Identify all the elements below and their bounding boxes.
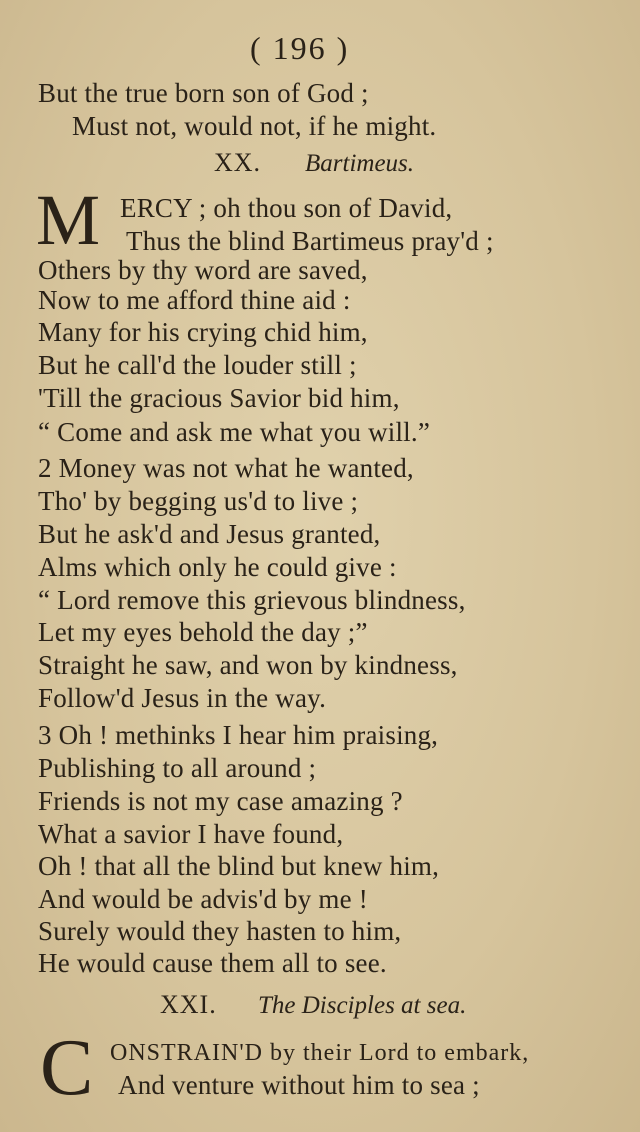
verse-line: Alms which only he could give : xyxy=(38,552,397,582)
drop-cap: C xyxy=(40,1024,94,1112)
verse-line: Surely would they hasten to him, xyxy=(38,916,402,946)
verse-line: 2 Money was not what he wanted, xyxy=(38,453,414,483)
verse-line: Tho' by begging us'd to live ; xyxy=(38,486,359,516)
verse-line: Oh ! that all the blind but knew him, xyxy=(38,851,440,881)
verse-line: Publishing to all around ; xyxy=(38,753,317,783)
page-number: ( 196 ) xyxy=(250,30,350,66)
verse-line: Follow'd Jesus in the way. xyxy=(38,683,327,713)
verse-line: “ Come and ask me what you will.” xyxy=(38,417,431,447)
verse-line: And would be advis'd by me ! xyxy=(38,884,368,914)
verse-line: Now to me afford thine aid : xyxy=(38,285,351,315)
verse-line: ONSTRAIN'D by their Lord to embark, xyxy=(110,1040,530,1066)
hymn-title: Bartimeus. xyxy=(305,150,415,177)
verse-line: He would cause them all to see. xyxy=(38,948,387,978)
verse-line: “ Lord remove this grievous blindness, xyxy=(38,585,466,615)
verse-line: And venture without him to sea ; xyxy=(118,1070,480,1100)
verse-line: But he call'd the louder still ; xyxy=(38,350,357,380)
verse-line: Others by thy word are saved, xyxy=(38,255,368,285)
verse-line: But the true born son of God ; xyxy=(38,78,369,108)
verse-line: Straight he saw, and won by kindness, xyxy=(38,650,458,680)
hymn-number: XXI. xyxy=(160,990,217,1019)
verse-line: Many for his crying chid him, xyxy=(38,317,368,347)
verse-line: Must not, would not, if he might. xyxy=(72,111,437,141)
verse-line: ERCY ; oh thou son of David, xyxy=(120,193,453,223)
verse-line: Let my eyes behold the day ;” xyxy=(38,617,368,647)
verse-line: But he ask'd and Jesus granted, xyxy=(38,519,381,549)
hymn-title: The Disciples at sea. xyxy=(258,992,467,1019)
verse-line: 3 Oh ! methinks I hear him praising, xyxy=(38,720,439,750)
drop-cap: M xyxy=(36,180,101,260)
hymn-number: XX. xyxy=(214,148,262,177)
verse-line: Thus the blind Bartimeus pray'd ; xyxy=(126,226,494,256)
verse-line: Friends is not my case amazing ? xyxy=(38,786,403,816)
verse-line: 'Till the gracious Savior bid him, xyxy=(38,383,400,413)
verse-line: What a savior I have found, xyxy=(38,819,344,849)
